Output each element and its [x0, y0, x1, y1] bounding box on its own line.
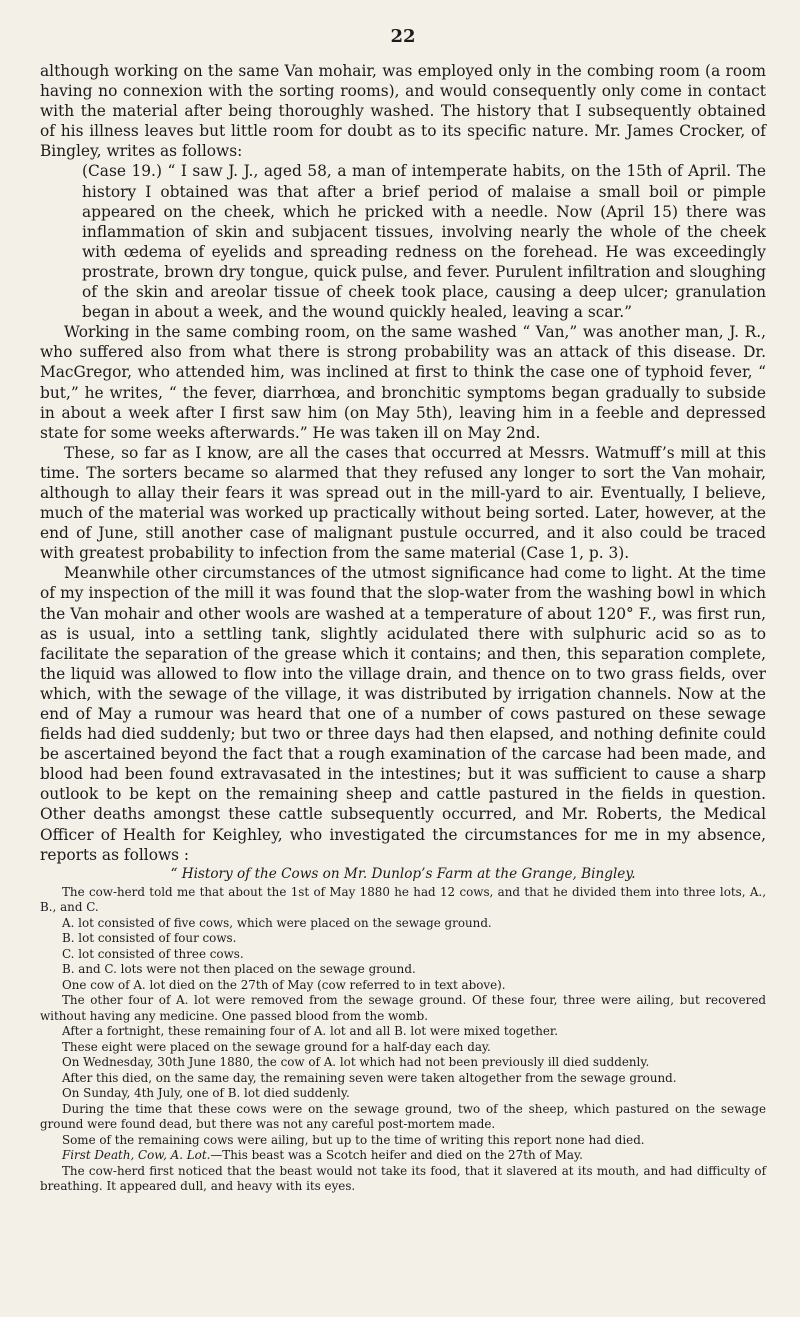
first-death-heading: First Death, Cow, A. Lot. — [62, 1148, 211, 1163]
these-paragraph: These, so far as I know, are all the cases that occurred at Messrs. Watmuff’s mill at this time. The sorters became so alarmed that they refused any longer to sort the Van mohair, although to allay their fears it was spread out in the mill-yard to air. Eventually, I believe, much of the material was worked up practically without being sorted. Later, however, at the end of June, still another case of malignant pustule occurred, and it also could be traced with greatest probability to infection from the same material (Case 1, p. 3). — [40, 443, 766, 563]
report-title: “ History of the Cows on Mr. Dunlop’s Farm at the Grange, Bingley. — [170, 865, 636, 882]
first-death-paragraph — [40, 1148, 766, 1164]
report-line: C. lot consisted of three cows. — [62, 946, 244, 961]
report-line: B. lot consisted of four cows. — [62, 931, 237, 946]
report-line: B. and C. lots were not then placed on the sewage ground. — [62, 962, 416, 977]
working-paragraph: Working in the same combing room, on the same washed “ Van,” was another man, J. R., who suffered also from what there is strong probability was an attack of this disease. Dr. MacGregor, who attended him, was inclined at first to think the case one of typhoid fever, “ but,” he writes, “ the fever, diarrhœa, and bronchitic symptoms began gradually to subside in about a week after I first saw him (on May 5th), leaving him in a feeble and depressed state for some weeks afterwards.” He was taken ill on May 2nd. — [40, 323, 766, 442]
case-19-quote: (Case 19.) “ I saw J. J., aged 58, a man of intemperate habits, on the 15th of April. The history I obtained was that after a brief period of malaise a small boil or pimple appeared on the cheek, which he pricked with a needle. Now (April 15) there was inflammation of skin and subjacent tissues, involving nearly the whole of the cheek with œdema of eyelids and spreading redness on the forehead. He was exceedingly prostrate, brown dry tongue, quick pulse, and fever. Purulent infiltration and sloughing of the skin and areolar tissue of cheek took place, causing a deep ulcer; granulation began in about a week, and the wound quickly healed, leaving a scar.” — [82, 162, 766, 322]
meanwhile-paragraph: Meanwhile other circumstances of the utmost significance had come to light. At the time of my inspection of the mill it was found that the slop-water from the washing bowl in which the Van mohair and other wools are washed at a temperature of about 120° F., was first run, as is usual, into a settling tank, slightly acidulated there with sulphuric acid so as to facilitate the separation of the grease which it contains; and then, this separation complete, the liquid was allowed to flow into the village drain, and thence on to two grass fields, over which, with the sewage of the village, it was distributed by irrigation channels. Now at the end of May a rumour was heard that one of a number of cows pastured on these sewage fields had died suddenly; but two or three days had then elapsed, and nothing definite could be ascertained beyond the fact that a rough examination of the carcase had been made, and blood had been found extravasated in the intestines; but it was sufficient to cause a sharp outlook to be kept on the remaining sheep and cattle pastured in the fields in question. Other deaths amongst these cattle subsequently occurred, and Mr. Roberts, the Medical Officer of Health for Keighley, who investigated the circumstances for me in my absence, reports as follows : — [40, 564, 766, 864]
report-line: After this died, on the same day, the remaining seven were taken altogether from the sewage ground. — [62, 1070, 677, 1085]
report-line: One cow of A. lot died on the 27th of May (cow referred to in text above). — [62, 977, 506, 992]
report-line: During the time that these cows were on the sewage ground, two of the sheep, which pastured on the sewage ground were found dead, but there was not any careful post-mortem made. — [40, 1101, 766, 1132]
page-number: 22 — [390, 26, 416, 47]
report-line: On Sunday, 4th July, one of B. lot died suddenly. — [62, 1086, 350, 1101]
main-text-continued — [40, 322, 766, 865]
report-line: On Wednesday, 30th June 1880, the cow of A. lot which had not been previously ill died suddenly. — [62, 1055, 650, 1070]
intro-paragraph: although working on the same Van mohair, was employed only in the combing room (a room having no connexion with the sorting rooms), and would consequently only come in contact with the material after being thoroughly washed. The history that I subsequently obtained of his illness leaves but little room for doubt as to its specific nature. Mr. James Crocker, of Bingley, writes as follows: — [40, 62, 766, 161]
report-line: Some of the remaining cows were ailing, but up to the time of writing this report none had died. — [62, 1132, 645, 1147]
report-line: After a fortnight, these remaining four of A. lot and all B. lot were mixed together. — [62, 1024, 559, 1039]
final-line: The cow-herd first noticed that the beast would not take its food, that it slavered at its mouth, and had difficulty of breathing. It appeared dull, and heavy with its eyes. — [40, 1163, 766, 1194]
first-death-text: —This beast was a Scotch heifer and died on the 27th of May. — [210, 1148, 583, 1163]
main-text — [40, 61, 766, 161]
report-line: The cow-herd told me that about the 1st of May 1880 he had 12 cows, and that he divided them into three lots, A., B., and C. — [40, 884, 766, 915]
report-line: The other four of A. lot were removed from the sewage ground. Of these four, three were ailing, but recovered without having any medicine. One passed blood from the womb. — [40, 993, 766, 1023]
report-line: A. lot consisted of five cows, which were placed on the sewage ground. — [62, 915, 492, 930]
report-line: These eight were placed on the sewage ground for a half-day each day. — [62, 1039, 491, 1054]
report-body — [40, 885, 766, 1195]
